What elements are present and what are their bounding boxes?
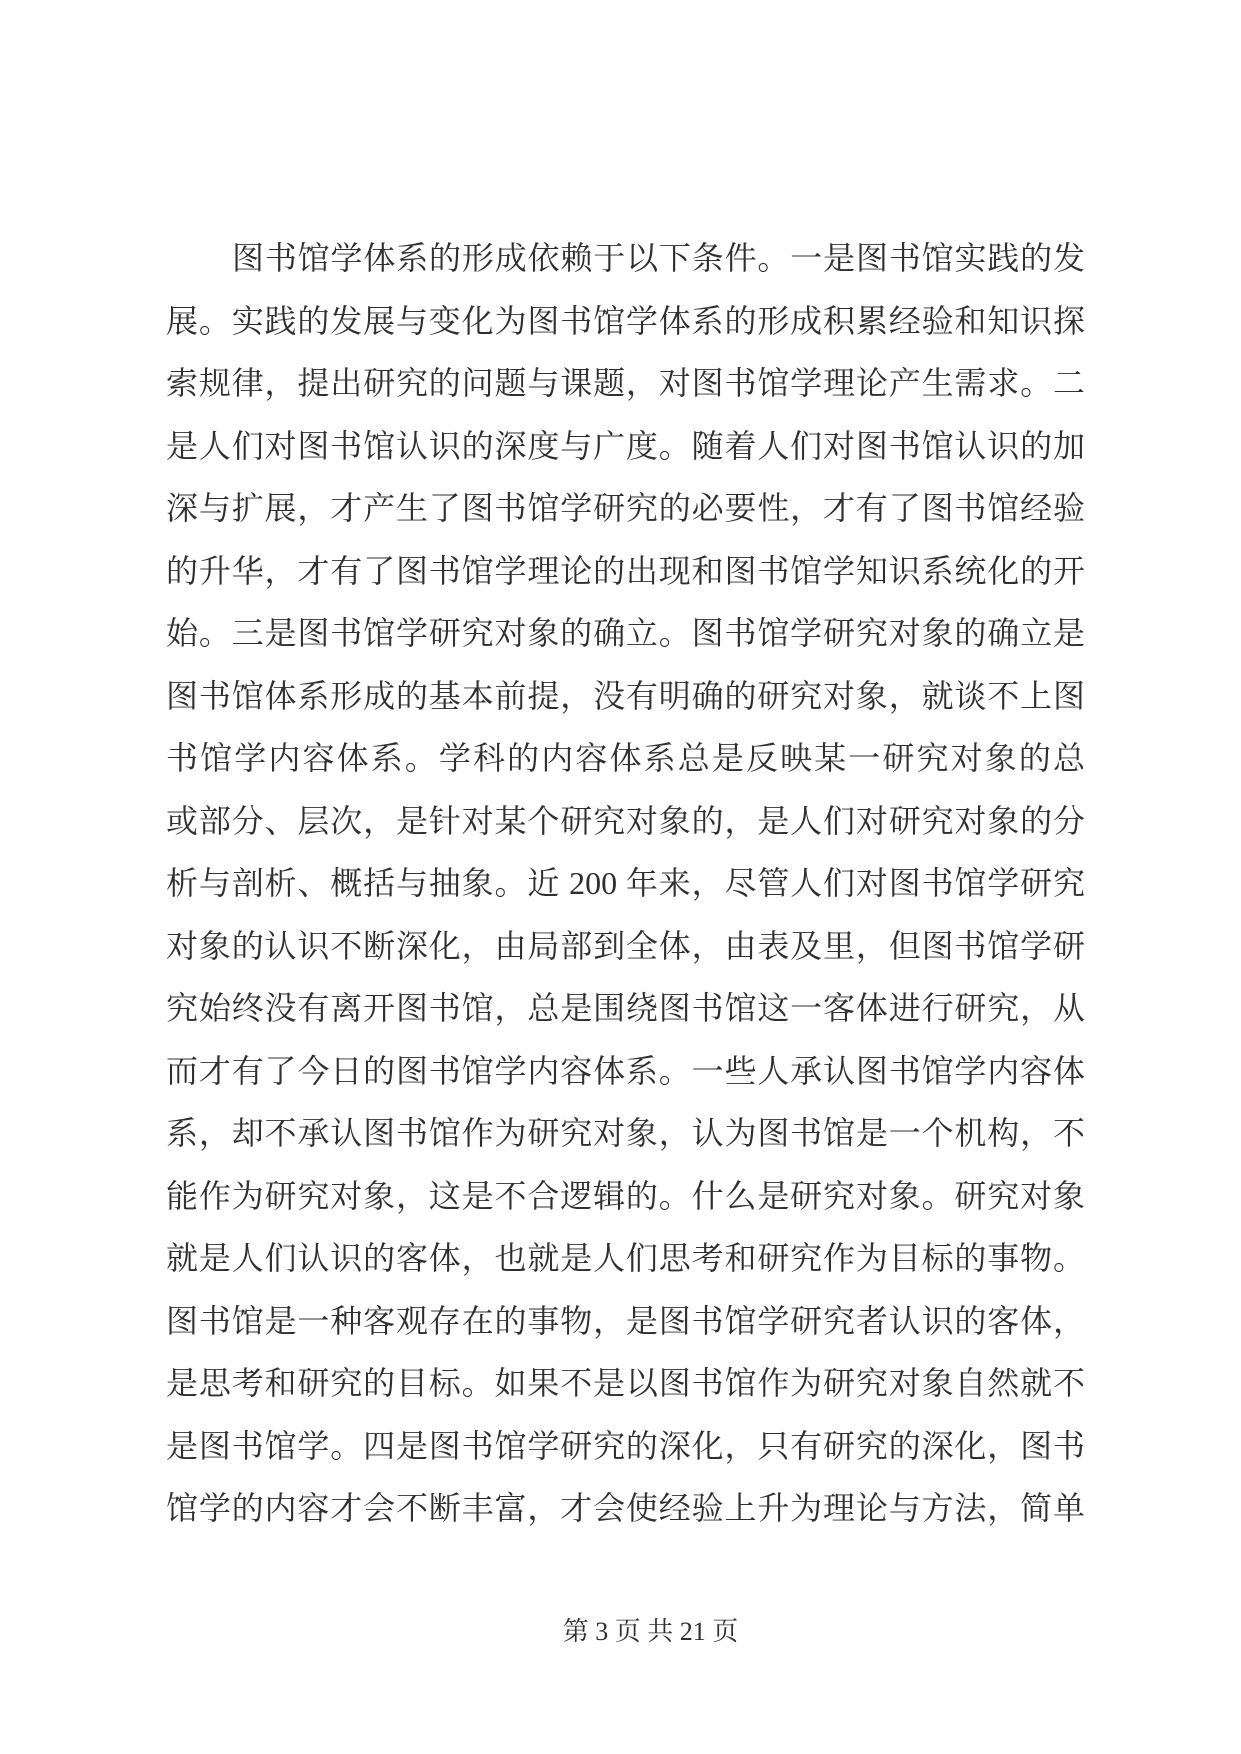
text-line: 书馆学内容体系。学科的内容体系总是反映某一研究对象的总 <box>166 740 1085 776</box>
text-line: 是图书馆学。四是图书馆学研究的深化，只有研究的深化，图书 <box>166 1427 1085 1464</box>
text-line: 而才有了今日的图书馆学内容体系。一些人承认图书馆学内容体 <box>166 1052 1085 1089</box>
text-line: 系，却不承认图书馆作为研究对象，认为图书馆是一个机构，不 <box>166 1115 1085 1151</box>
text-line: 是思考和研究的目标。如果不是以图书馆作为研究对象自然就不 <box>166 1365 1085 1401</box>
text-line: 馆学的内容才会不断丰富，才会使经验上升为理论与方法，简单 <box>166 1490 1085 1526</box>
text-line: 始。三是图书馆学研究对象的确立。图书馆学研究对象的确立是 <box>166 615 1085 651</box>
page-footer <box>30 1616 1241 1648</box>
page-number-text: 第 3 页 共 21 页 <box>562 1617 739 1646</box>
text-line: 深与扩展，才产生了图书馆学研究的必要性，才有了图书馆经验 <box>166 490 1085 526</box>
text-line: 索规律，提出研究的问题与课题，对图书馆学理论产生需求。二 <box>166 365 1085 401</box>
text-line: 析与剖析、概括与抽象。近 200 年来，尽管人们对图书馆学研究 <box>166 865 1085 901</box>
text-line: 图书馆体系形成的基本前提，没有明确的研究对象，就谈不上图 <box>166 677 1085 714</box>
text-line: 图书馆学体系的形成依赖于以下条件。一是图书馆实践的发 <box>232 240 1085 276</box>
text-line: 究始终没有离开图书馆，总是围绕图书馆这一客体进行研究，从 <box>166 990 1085 1026</box>
text-line: 图书馆是一种客观存在的事物，是图书馆学研究者认识的客体， <box>166 1302 1085 1339</box>
text-line: 能作为研究对象，这是不合逻辑的。什么是研究对象。研究对象 <box>166 1177 1085 1214</box>
text-line: 或部分、层次，是针对某个研究对象的，是人们对研究对象的分 <box>166 802 1085 839</box>
text-line: 的升华，才有了图书馆学理论的出现和图书馆学知识系统化的开 <box>166 552 1085 589</box>
text-line: 展。实践的发展与变化为图书馆学体系的形成积累经验和知识探 <box>166 302 1085 339</box>
text-line: 是人们对图书馆认识的深度与广度。随着人们对图书馆认识的加 <box>166 427 1085 464</box>
text-line: 对象的认识不断深化，由局部到全体，由表及里，但图书馆学研 <box>166 927 1085 964</box>
body-text <box>166 227 1085 1540</box>
text-line: 就是人们认识的客体，也就是人们思考和研究作为目标的事物。 <box>166 1240 1085 1276</box>
